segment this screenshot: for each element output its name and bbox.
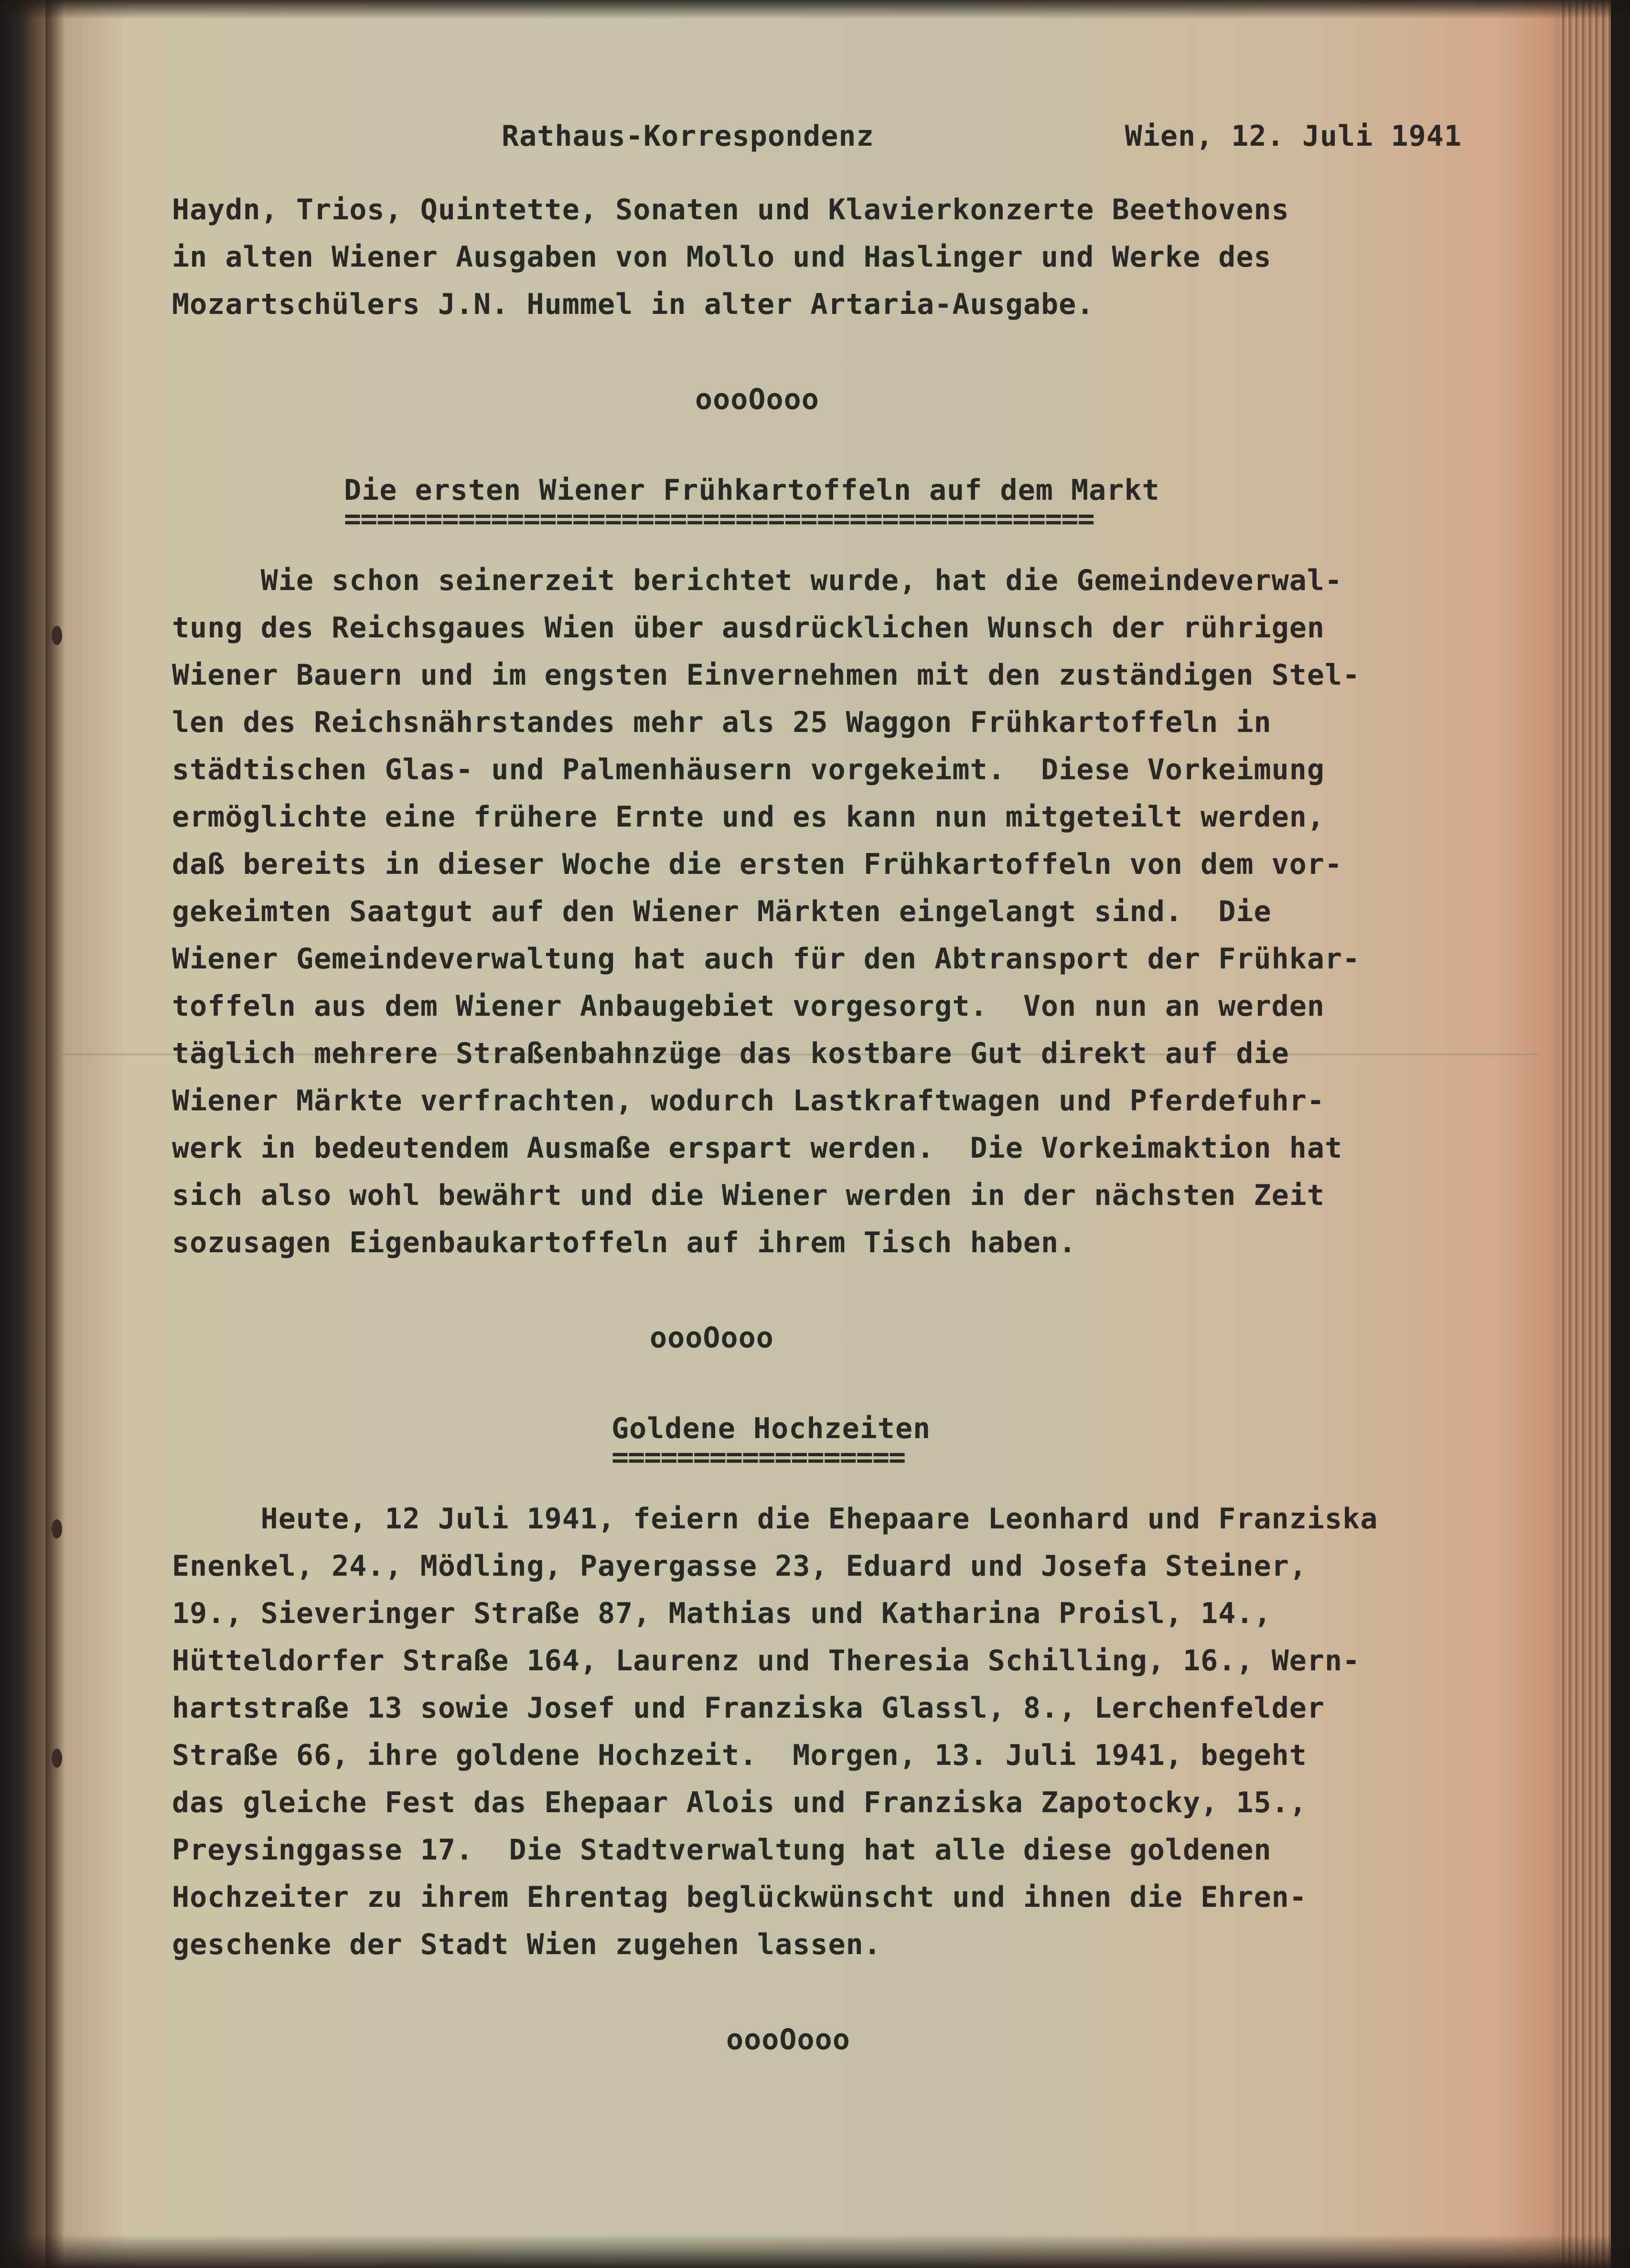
text-line: tung des Reichsgaues Wien über ausdrücklichen Wunsch der rührigen [172, 611, 1325, 645]
text-line: Enenkel, 24., Mödling, Payergasse 23, Eduard und Josefa Steiner, [172, 1549, 1307, 1583]
text-line: Hochzeiter zu ihrem Ehrentag beglückwünscht und ihnen die Ehren- [172, 1881, 1307, 1914]
section-separator: oooOooo [695, 383, 819, 416]
section-separator: oooOooo [650, 1321, 774, 1354]
text-line: Heute, 12 Juli 1941, feiern die Ehepaare Leonhard und Franziska [172, 1502, 1378, 1536]
top-shadow [0, 0, 1630, 19]
text-line: Hütteldorfer Straße 164, Laurenz und Theresia Schilling, 16., Wern- [172, 1644, 1361, 1677]
bottom-shadow [0, 2235, 1630, 2268]
section-separator: oooOooo [726, 2023, 850, 2056]
header-publication: Rathaus-Korrespondenz [502, 119, 874, 153]
section-heading: Die ersten Wiener Frühkartoffeln auf dem Markt [344, 473, 1160, 507]
header-date: Wien, 12. Juli 1941 [1125, 119, 1462, 153]
text-line: in alten Wiener Ausgaben von Mollo und Haslinger und Werke des [172, 240, 1272, 274]
heading-underline: ============================================== [344, 509, 1094, 528]
binding-hole [52, 1519, 62, 1538]
section-paragraph [172, 1495, 1510, 1968]
text-line: Wie schon seinerzeit berichtet wurde, hat die Gemeindeverwal- [172, 564, 1343, 597]
text-line: Straße 66, ihre goldene Hochzeit. Morgen, 13. Juli 1941, begeht [172, 1739, 1307, 1772]
section-heading: Goldene Hochzeiten [611, 1412, 931, 1445]
text-line: werk in bedeutendem Ausmaße erspart werden. Die Vorkeimaktion hat [172, 1131, 1343, 1165]
binding-edge [0, 0, 53, 2268]
heading-underline: ================== [611, 1448, 905, 1467]
binding-hole [52, 1749, 62, 1768]
intro-paragraph [172, 186, 1510, 328]
text-line: len des Reichsnährstandes mehr als 25 Waggon Frühkartoffeln in [172, 706, 1272, 739]
text-line: täglich mehrere Straßenbahnzüge das kostbare Gut direkt auf die [172, 1037, 1289, 1070]
section-paragraph [172, 557, 1510, 1267]
text-line: Wiener Bauern und im engsten Einvernehmen mit den zuständigen Stel- [172, 658, 1361, 692]
text-line: hartstraße 13 sowie Josef und Franziska Glassl, 8., Lerchenfelder [172, 1691, 1325, 1725]
text-line: daß bereits in dieser Woche die ersten Frühkartoffeln von dem vor- [172, 848, 1343, 881]
page-stack-shadow [1611, 0, 1630, 2268]
typed-page [172, 119, 1510, 2064]
text-line: gekeimten Saatgut auf den Wiener Märkten eingelangt sind. Die [172, 895, 1272, 928]
text-line: 19., Sieveringer Straße 87, Mathias und Katharina Proisl, 14., [172, 1597, 1272, 1630]
binding-hole [52, 626, 62, 645]
text-line: sich also wohl bewährt und die Wiener werden in der nächsten Zeit [172, 1179, 1325, 1212]
page-header [502, 119, 1462, 158]
text-line: Preysinggasse 17. Die Stadtverwaltung hat alle diese goldenen [172, 1833, 1272, 1867]
text-line: das gleiche Fest das Ehepaar Alois und Franziska Zapotocky, 15., [172, 1786, 1307, 1819]
text-line: städtischen Glas- und Palmenhäusern vorgekeimt. Diese Vorkeimung [172, 753, 1325, 786]
text-line: ermöglichte eine frühere Ernte und es kann nun mitgeteilt werden, [172, 800, 1325, 834]
text-line: Mozartschülers J.N. Hummel in alter Artaria-Ausgabe. [172, 288, 1094, 321]
text-line: Wiener Gemeindeverwaltung hat auch für den Abtransport der Frühkar- [172, 942, 1361, 976]
text-line: sozusagen Eigenbaukartoffeln auf ihrem Tisch haben. [172, 1226, 1077, 1259]
text-line: Wiener Märkte verfrachten, wodurch Lastkraftwagen und Pferdefuhr- [172, 1084, 1325, 1118]
gutter-shadow [45, 0, 64, 2268]
text-line: Haydn, Trios, Quintette, Sonaten und Klavierkonzerte Beethovens [172, 193, 1289, 226]
text-line: geschenke der Stadt Wien zugehen lassen. [172, 1928, 881, 1961]
text-line: toffeln aus dem Wiener Anbaugebiet vorgesorgt. Von nun an werden [172, 989, 1325, 1023]
